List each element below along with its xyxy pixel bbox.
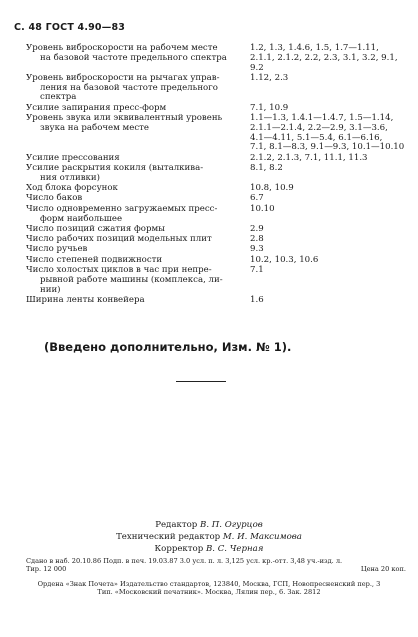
clause-reference-line: 2.1.1, 2.1.2, 2.2, 2.3, 3.1, 3.2, 9.1, [250,52,398,63]
parameter-name [26,266,244,295]
parameter-name-line: Уровень виброскорости на рабочем месте [26,43,218,53]
clause-reference-line: 1.1—1.3, 1.4.1—1.4.7, 1.5—1.14, [250,113,394,124]
clause-reference-line: 4.1—4.11, 5.1—5.4, 6.1—6.16, [250,132,383,143]
parameter-name-line: Уровень звука или эквивалентный уровень [26,113,223,124]
editor-line [0,519,418,531]
parameter-name [26,44,244,73]
clause-reference-line: 10.10 [250,203,275,214]
parameter-name-line: рывной работе машины (комплекса, ли- [40,274,223,285]
editors-block [0,519,418,555]
clause-reference-line: 10.2, 10.3, 10.6 [250,254,319,265]
clause-reference-line: 2.8 [250,234,264,245]
parameter-name [26,296,244,306]
parameter-name-line: ления на базовой частоте предельного [40,82,218,93]
clause-references [250,184,406,194]
clause-references [250,296,406,306]
parameter-name-line: звука на рабочем месте [40,122,149,133]
parameter-name-line: Число степеней подвижности [26,254,163,265]
clause-reference-line: 7.1, 10.9 [250,102,289,113]
imprint-line-1: Сдано в наб. 20.10.86 Подп. в печ. 19.03.87 3.0 усл. п. л. 3,125 усл. кр.-отт. 3,48 уч.-изд. л. [26,557,343,565]
clause-reference-line: 2.9 [250,223,264,234]
clause-reference-line: 10.8, 10.9 [250,183,294,194]
imprint-block [26,557,406,574]
parameter-name-line: Число рабочих позиций модельных плит [26,234,212,245]
parameter-name-line: нии) [40,284,61,295]
amendment-note: (Введено дополнительно, Изм. № 1). [44,340,292,354]
table-row [26,114,406,153]
clause-references [250,245,406,255]
clause-references [250,164,406,184]
clause-references [250,256,406,266]
clause-reference-line: 7.1, 8.1—8.3, 9.1—9.3, 10.1—10.10 [250,142,405,153]
page-header: С. 48 ГОСТ 4.90—83 [14,22,126,33]
table-row [26,205,406,225]
clause-references [250,235,406,245]
tech-editor-label: Технический редактор [116,532,221,542]
imprint-circulation: Тир. 12 000 [26,565,67,574]
parameter-name-line: Число одновременно загружаемых пресс- [26,203,218,214]
parameter-table [26,44,406,306]
parameter-name [26,114,244,153]
parameter-name-line: ния отливки) [40,172,101,183]
tech-editor-line [0,531,418,543]
parameter-name-line: Уровень виброскорости на рычагах управ- [26,72,220,83]
clause-references [250,194,406,204]
clause-reference-line: 1.6 [250,294,264,305]
corrector-line [0,543,418,555]
parameter-name [26,194,244,204]
parameter-name-line: Число холостых циклов в час при непре- [26,265,212,276]
clause-reference-line: 9.2 [250,62,264,73]
parameter-name [26,74,244,103]
clause-reference-line: 2.1.1—2.1.4, 2.2—2.9, 3.1—3.6, [250,122,388,133]
clause-references [250,205,406,225]
table-row [26,184,406,194]
parameter-name-line: Число позиций сжатия формы [26,223,165,234]
imprint-price: Цена 20 коп. [360,565,406,574]
publisher-line-2: Тип. «Московский печатник». Москва, Лялин пер., 6. Зак. 2812 [97,588,321,597]
clause-reference-line: 1.12, 2.3 [250,72,289,83]
parameter-name-line: Ход блока форсунок [26,183,118,194]
divider-rule [176,381,226,382]
tech-editor-name: М. И. Максимова [222,532,302,542]
parameter-name-line: Усилие прессования [26,152,120,163]
table-row [26,245,406,255]
parameter-name-line: форм наибольшее [40,213,123,224]
table-row [26,44,406,73]
parameter-name-line: Усилие запирания пресс-форм [26,102,167,113]
clause-references [250,114,406,153]
parameter-name-line: Ширина ленты конвейера [26,294,145,305]
table-row [26,266,406,295]
clause-reference-line: 6.7 [250,193,264,204]
clause-references [250,225,406,235]
clause-references [250,44,406,73]
clause-references [250,74,406,103]
table-row [26,296,406,306]
clause-reference-line: 2.1.2, 2.1.3, 7.1, 11.1, 11.3 [250,152,368,163]
parameter-name-line: Усилие раскрытия кокиля (выталкива- [26,163,204,174]
clause-references [250,266,406,295]
publisher-line-1: Ордена «Знак Почета» Издательство стандартов, 123840, Москва, ГСП, Новопресненский пер., 3 [37,580,381,588]
corrector-name: В. С. Черная [205,544,264,554]
corrector-label: Корректор [154,544,204,554]
clause-reference-line: 9.3 [250,244,264,255]
clause-reference-line: 7.1 [250,265,264,276]
editor-name: В. П. Огурцов [200,520,263,530]
parameter-name-line: Число баков [26,193,83,204]
parameter-name [26,245,244,255]
parameter-name [26,205,244,225]
table-row [26,194,406,204]
parameter-name [26,164,244,184]
parameter-name-line: на базовой частоте предельного спектра [40,52,227,63]
parameter-name-line: Число ручьев [26,244,88,255]
publisher-block [0,580,418,597]
parameter-name-line: спектра [40,92,77,103]
clause-reference-line: 1.2, 1.3, 1.4.6, 1.5, 1.7—1.11, [250,43,379,53]
table-row [26,164,406,184]
clause-reference-line: 8.1, 8.2 [250,163,283,174]
editor-label: Редактор [155,520,198,530]
table-row [26,74,406,103]
